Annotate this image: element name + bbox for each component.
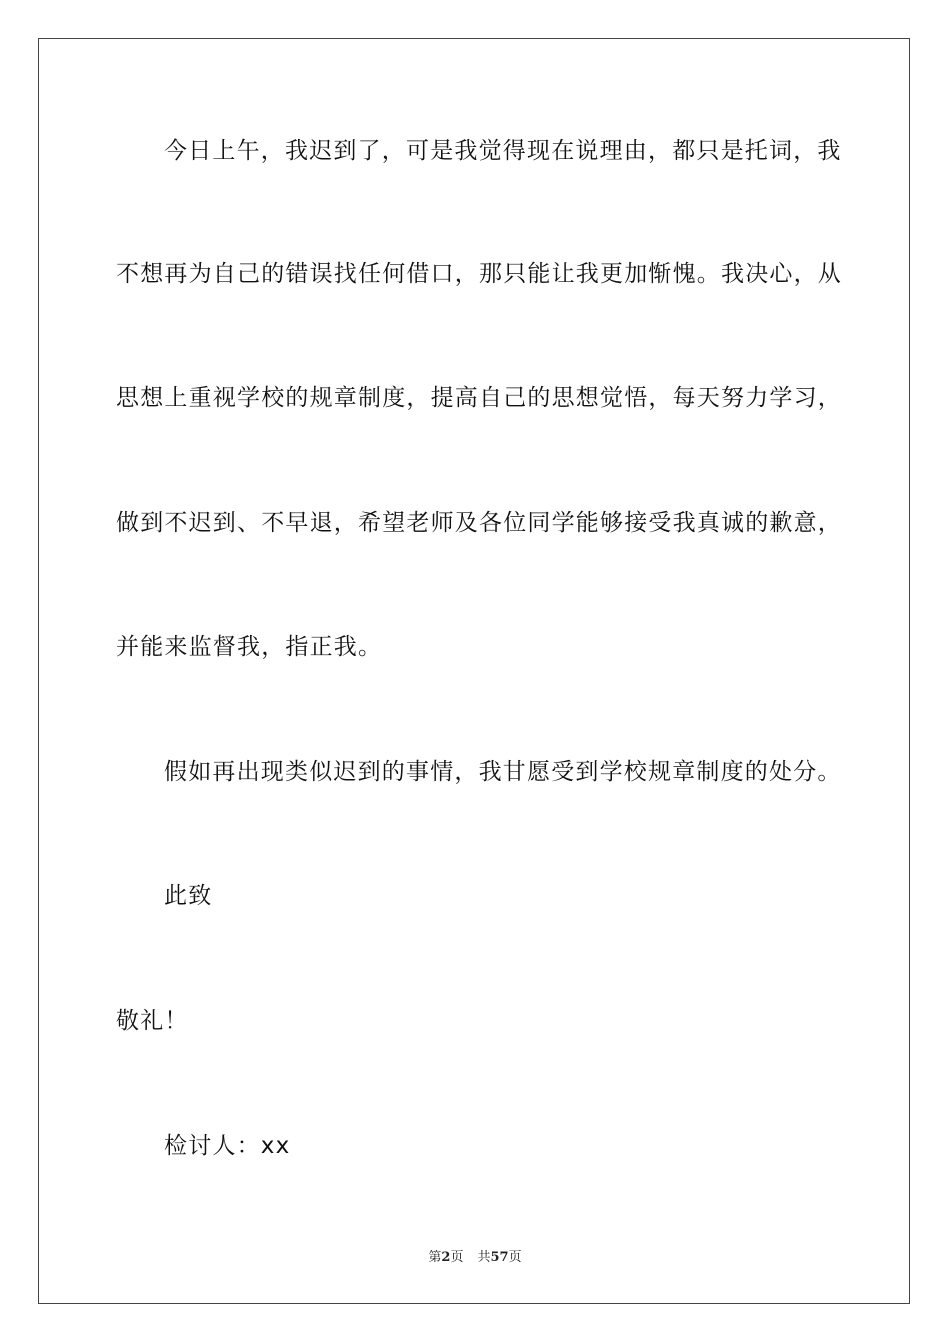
body-line-2: 不想再为自己的错误找任何借口，那只能让我更加惭愧。我决心，从	[116, 261, 842, 287]
total-pages: 57	[490, 1250, 509, 1265]
page-suffix: 页	[450, 1250, 464, 1265]
page-border	[38, 38, 910, 1304]
body-line-3: 思想上重视学校的规章制度，提高自己的思想觉悟，每天努力学习，	[116, 385, 842, 411]
signature-line: 检讨人：xx	[164, 1133, 291, 1159]
page-prefix: 第	[428, 1250, 442, 1265]
closing-salutation: 此致	[164, 883, 213, 909]
total-suffix: 页	[508, 1250, 522, 1265]
body-line-5: 并能来监督我，指正我。	[116, 634, 383, 660]
body-line-1: 今日上午，我迟到了，可是我觉得现在说理由，都只是托词，我	[164, 138, 842, 164]
body-line-6: 假如再出现类似迟到的事情，我甘愿受到学校规章制度的处分。	[164, 759, 842, 785]
body-line-4: 做到不迟到、不早退，希望老师及各位同学能够接受我真诚的歉意，	[116, 510, 842, 536]
closing-regards: 敬礼！	[116, 1008, 189, 1034]
page-footer	[0, 1246, 950, 1265]
total-prefix: 共	[477, 1250, 491, 1265]
page-number: 2	[441, 1250, 451, 1265]
